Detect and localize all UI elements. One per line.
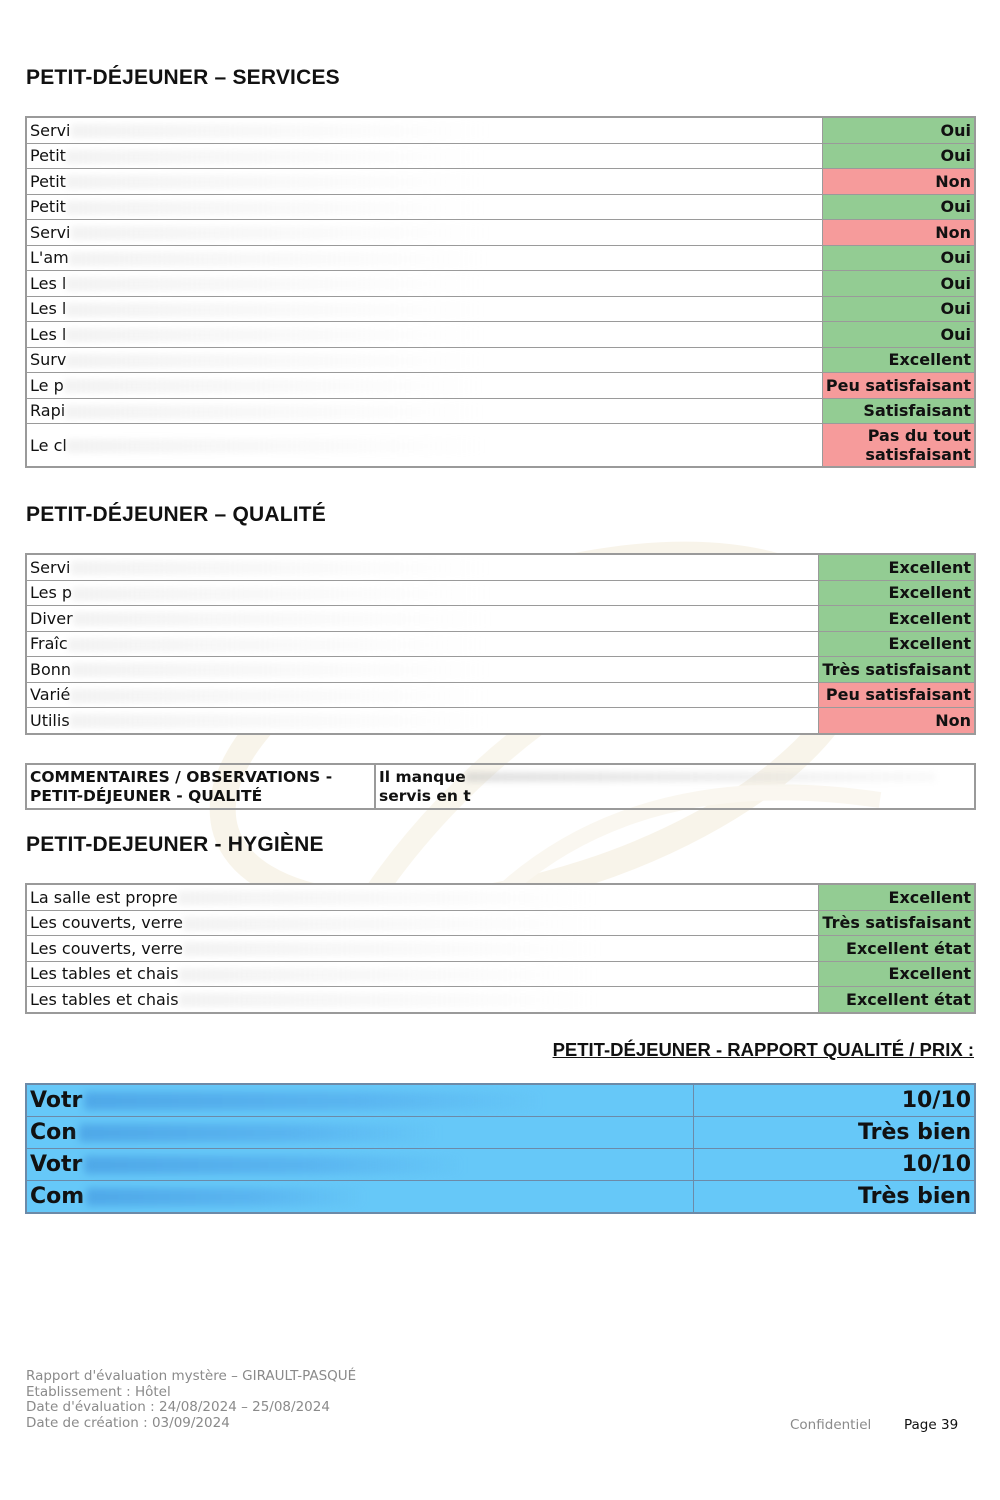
table-row xyxy=(26,398,975,424)
redacted-text xyxy=(72,587,492,601)
redacted-text xyxy=(86,1188,366,1206)
answer-cell: Oui xyxy=(822,117,975,143)
table-row xyxy=(26,169,975,195)
rapport-label: Con xyxy=(30,1120,77,1145)
answer-cell: Excellent xyxy=(818,631,975,657)
table-row xyxy=(26,884,975,910)
question-label: Petit xyxy=(30,197,66,217)
table-row xyxy=(26,117,975,143)
answer-cell: Excellent xyxy=(818,580,975,606)
rapport-label-cell xyxy=(26,1084,693,1117)
question-cell xyxy=(26,373,822,399)
question-cell xyxy=(26,424,822,468)
table-row xyxy=(26,657,975,683)
question-cell xyxy=(26,631,818,657)
redacted-text xyxy=(69,252,489,266)
answer-cell: Excellent xyxy=(818,554,975,580)
table-row xyxy=(26,936,975,962)
question-label: Rapi xyxy=(30,401,66,421)
footer-establishment-line: Etablissement : Hôtel xyxy=(26,1383,171,1400)
comments-label-line2: PETIT-DÉJEUNER - QUALITÉ xyxy=(30,787,263,805)
question-label: La salle est propre xyxy=(30,887,178,907)
confidential-label: Confidentiel xyxy=(790,1417,872,1433)
redacted-text xyxy=(84,1092,544,1110)
rapport-label: Com xyxy=(30,1184,85,1209)
question-label: Utilis xyxy=(30,710,70,730)
redacted-text xyxy=(65,405,485,419)
table-row xyxy=(26,987,975,1013)
qualite-title: PETIT-DÉJEUNER – QUALITÉ xyxy=(26,503,327,526)
question-cell xyxy=(26,884,818,910)
question-cell xyxy=(26,143,822,169)
question-cell xyxy=(26,987,818,1013)
question-label: Les couverts, verre xyxy=(30,913,183,933)
question-cell xyxy=(26,245,822,271)
redacted-text xyxy=(66,175,486,189)
redacted-text xyxy=(179,993,599,1007)
answer-cell: Peu satisfaisant xyxy=(818,682,975,708)
question-cell xyxy=(26,271,822,297)
rapport-label-cell xyxy=(26,1117,693,1149)
rapport-label-cell xyxy=(26,1149,693,1181)
question-cell xyxy=(26,682,818,708)
comments-text xyxy=(376,765,974,808)
comments-text-line2: servis en t xyxy=(379,787,471,805)
question-label: Servi xyxy=(30,222,71,242)
question-label: Varié xyxy=(30,685,71,705)
question-cell xyxy=(26,220,822,246)
rapport-value: 10/10 xyxy=(693,1084,975,1117)
redacted-text xyxy=(66,328,486,342)
question-label: Les l xyxy=(30,324,67,344)
redacted-text xyxy=(179,968,599,982)
redacted-text xyxy=(70,689,490,703)
redacted-text xyxy=(66,150,486,164)
answer-cell: Excellent xyxy=(818,961,975,987)
rapport-value: Très bien xyxy=(693,1181,975,1214)
question-label: Les couverts, verre xyxy=(30,938,183,958)
answer-cell: Non xyxy=(822,169,975,195)
table-row xyxy=(26,961,975,987)
redacted-text xyxy=(84,1156,464,1174)
table-row xyxy=(26,296,975,322)
table-row xyxy=(26,1149,975,1181)
redacted-text xyxy=(178,891,598,905)
page-number: Page 39 xyxy=(904,1417,959,1433)
answer-cell: Excellent xyxy=(822,347,975,373)
footer-evaluation-date-line: Date d'évaluation : 24/08/2024 – 25/08/2024 xyxy=(26,1399,330,1415)
rapport-title: PETIT-DÉJEUNER - RAPPORT QUALITÉ / PRIX : xyxy=(552,1039,974,1060)
table-row xyxy=(26,347,975,373)
redacted-text xyxy=(71,226,491,240)
table-row xyxy=(26,554,975,580)
redacted-text xyxy=(66,201,486,215)
rapport-value: Très bien xyxy=(693,1117,975,1149)
redacted-text xyxy=(71,561,491,575)
question-cell xyxy=(26,708,818,734)
question-label: Bonn xyxy=(30,659,72,679)
answer-cell: Excellent xyxy=(818,884,975,910)
answer-cell: Oui xyxy=(822,143,975,169)
table-row xyxy=(26,220,975,246)
table-row xyxy=(26,606,975,632)
redacted-text xyxy=(67,439,487,453)
comments-label-line1: COMMENTAIRES / OBSERVATIONS - xyxy=(30,768,333,786)
question-cell xyxy=(26,296,822,322)
redacted-text xyxy=(66,277,486,291)
table-row xyxy=(26,245,975,271)
redacted-text xyxy=(466,772,936,782)
question-cell xyxy=(26,936,818,962)
rapport-label: Votr xyxy=(30,1152,83,1177)
question-cell xyxy=(26,169,822,195)
table-row xyxy=(26,143,975,169)
question-cell xyxy=(26,194,822,220)
question-label: L'am xyxy=(30,248,69,268)
question-label: Les p xyxy=(30,583,73,603)
redacted-text xyxy=(66,303,486,317)
answer-cell: Oui xyxy=(822,194,975,220)
rapport-table xyxy=(25,1083,976,1214)
answer-cell: Non xyxy=(818,708,975,734)
table-row xyxy=(26,373,975,399)
question-label: Surv xyxy=(30,350,67,370)
question-label: Les l xyxy=(30,299,67,319)
answer-cell: Peu satisfaisant xyxy=(822,373,975,399)
table-row xyxy=(26,271,975,297)
question-label: Les tables et chais xyxy=(30,964,179,984)
table-row xyxy=(26,631,975,657)
redacted-text xyxy=(64,379,484,393)
question-label: Servi xyxy=(30,557,71,577)
redacted-text xyxy=(79,1124,439,1142)
question-label: Petit xyxy=(30,146,66,166)
comments-label xyxy=(27,765,376,808)
answer-cell: Excellent état xyxy=(818,987,975,1013)
answer-cell: Excellent état xyxy=(818,936,975,962)
rapport-value: 10/10 xyxy=(693,1149,975,1181)
question-label: Les tables et chais xyxy=(30,989,179,1009)
table-row xyxy=(26,1117,975,1149)
redacted-text xyxy=(66,354,486,368)
services-title: PETIT-DÉJEUNER – SERVICES xyxy=(26,66,340,89)
redacted-text xyxy=(73,612,493,626)
redacted-text xyxy=(71,663,491,677)
question-cell xyxy=(26,117,822,143)
question-cell xyxy=(26,580,818,606)
question-cell xyxy=(26,398,822,424)
answer-cell: Oui xyxy=(822,322,975,348)
table-row xyxy=(26,910,975,936)
comments-text-line1: Il manque xyxy=(379,768,466,786)
footer-info xyxy=(26,1369,356,1431)
table-row xyxy=(26,1181,975,1214)
redacted-text xyxy=(183,942,603,956)
table-row xyxy=(26,1084,975,1117)
table-row xyxy=(26,424,975,468)
footer-report-line: Rapport d'évaluation mystère – GIRAULT-PASQUÉ xyxy=(26,1368,357,1384)
question-cell xyxy=(26,554,818,580)
answer-cell: Très satisfaisant xyxy=(818,657,975,683)
redacted-text xyxy=(183,917,603,931)
question-label: Les l xyxy=(30,273,67,293)
answer-cell: Satisfaisant xyxy=(822,398,975,424)
table-row xyxy=(26,708,975,734)
question-cell xyxy=(26,961,818,987)
table-row xyxy=(26,322,975,348)
answer-cell: Pas du tout satisfaisant xyxy=(822,424,975,468)
comments-box xyxy=(25,763,976,810)
question-label: Le cl xyxy=(30,435,67,455)
redacted-text xyxy=(68,638,488,652)
footer-creation-date-line: Date de création : 03/09/2024 xyxy=(26,1414,230,1431)
rapport-label: Votr xyxy=(30,1088,83,1113)
question-cell xyxy=(26,910,818,936)
services-table xyxy=(25,116,976,468)
rapport-label-cell xyxy=(26,1181,693,1214)
table-row xyxy=(26,682,975,708)
question-label: Servi xyxy=(30,120,71,140)
answer-cell: Non xyxy=(822,220,975,246)
question-label: Fraîc xyxy=(30,634,68,654)
table-row xyxy=(26,580,975,606)
question-cell xyxy=(26,657,818,683)
redacted-text xyxy=(71,124,491,138)
hygiene-table xyxy=(25,883,976,1014)
hygiene-title: PETIT-DEJEUNER - HYGIÈNE xyxy=(26,833,324,856)
question-label: Diver xyxy=(30,608,73,628)
table-row xyxy=(26,194,975,220)
answer-cell: Excellent xyxy=(818,606,975,632)
question-label: Le p xyxy=(30,375,64,395)
question-cell xyxy=(26,606,818,632)
redacted-text xyxy=(70,714,490,728)
answer-cell: Oui xyxy=(822,271,975,297)
question-cell xyxy=(26,347,822,373)
answer-cell: Oui xyxy=(822,296,975,322)
question-label: Petit xyxy=(30,171,66,191)
answer-cell: Oui xyxy=(822,245,975,271)
answer-cell: Très satisfaisant xyxy=(818,910,975,936)
question-cell xyxy=(26,322,822,348)
qualite-table xyxy=(25,553,976,735)
